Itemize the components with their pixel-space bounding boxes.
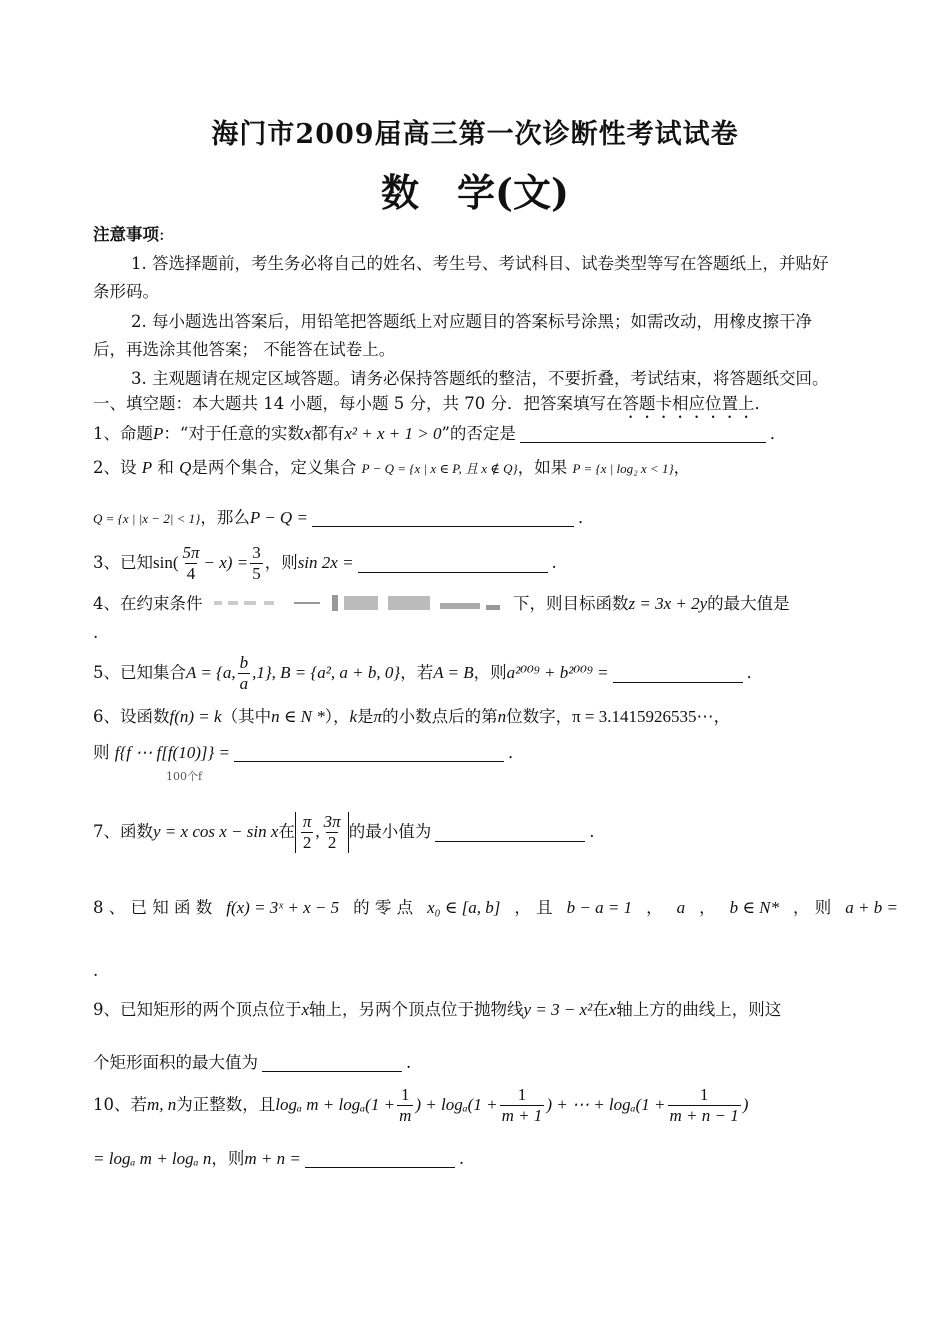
questions-q6-expr: f{f ⋯ f[f(10)]} = (114, 743, 231, 762)
questions-q9-x: x (301, 1000, 310, 1019)
questions-q3-sin: sin( (153, 553, 179, 572)
questions-q10-lhs: logₐ m + logₐ(1 + (275, 1095, 396, 1114)
questions-q8-sum: a + b = (845, 898, 898, 917)
questions-q10-f2n: 1 (517, 1084, 527, 1104)
questions-q3-num2: 3 (252, 542, 261, 562)
questions-q2-end: ． (577, 508, 595, 527)
questions-q4-c: 的最大值是 (707, 594, 790, 613)
questions-q1-p: P (153, 424, 164, 443)
questions-q5-expr: a²⁰⁰⁹ + b²⁰⁰⁹ = (506, 663, 609, 682)
questions-q6-pi: π (373, 707, 383, 726)
questions-q3-expr: sin 2x = (297, 553, 354, 572)
questions-q9-c: 在 (592, 1000, 609, 1019)
questions-q7-n1: π (302, 811, 312, 831)
questions-q1-b: ：“对于任意的实数 (163, 424, 304, 443)
fraction-5pi-4 (181, 543, 202, 584)
questions-q8-f: ， 则 (793, 898, 832, 917)
questions-q7-d1: 2 (302, 832, 312, 852)
questions-q1-end: ． (769, 424, 787, 443)
question-6 (93, 704, 898, 730)
questions-q3-b: ，则 (264, 553, 298, 572)
note-1-cont: 条形码。 (93, 282, 159, 301)
fraction-3-5 (250, 543, 263, 584)
questions-q2-q: Q (179, 458, 192, 477)
hundred-f-label: 100个f (166, 770, 203, 783)
questions-q3-end: . (551, 553, 557, 572)
questions-q5-sets-b: ,1}, B = {a², a + b, 0} (252, 663, 401, 682)
questions-q10-f2d: m + 1 (501, 1105, 543, 1125)
questions-q8-d: ， (646, 898, 663, 917)
notes-heading: 注意事项 (93, 225, 159, 244)
math-fragment (500, 1085, 545, 1126)
questions-q7-d2: 2 (327, 832, 337, 852)
questions-q6-n: n (497, 707, 507, 726)
questions-q3-a: 3、已知 (93, 553, 153, 572)
subject-char-2: 学(文) (457, 170, 569, 215)
question-9 (93, 997, 898, 1023)
questions-q6-pival: π = 3.1415926535⋯， (572, 707, 731, 726)
questions-q9-end: . (406, 1053, 412, 1072)
questions-q2-pset: P = {x | log₂ x < 1} (572, 461, 674, 476)
question-4 (93, 591, 898, 617)
question-2-cont (93, 505, 898, 532)
questions-q7-b: 在 (278, 822, 295, 841)
questions-q6-b: （其中 (221, 707, 272, 726)
questions-q9-x2: x (608, 1000, 617, 1019)
questions-q10-c: ，则 (211, 1149, 245, 1168)
answer-blank-6[interactable] (234, 743, 504, 762)
subject-title (0, 162, 950, 217)
questions-q10-sum: m + n = (244, 1149, 301, 1168)
math-fragment (397, 1085, 413, 1126)
questions-q10-mn: m, n (147, 1095, 177, 1114)
math-fragment (244, 601, 256, 605)
question-7 (93, 804, 898, 860)
section-intro-b: 答题卡相应位置上 (622, 394, 755, 413)
questions-q10-b: 为正整数，且 (176, 1095, 276, 1114)
questions-q1-expr: x² + x + 1 > 0 (344, 424, 442, 443)
answer-blank-5[interactable] (613, 664, 743, 683)
math-fragment (294, 602, 320, 604)
questions-q9-e: 个矩形面积的最大值为 (93, 1053, 258, 1072)
questions-q9-d: 轴上方的曲线上，则这 (616, 1000, 782, 1019)
question-8 (93, 895, 898, 921)
questions-q6-nn: n ∈ N * (271, 707, 325, 726)
fraction-b-a (238, 653, 251, 694)
questions-q7-n2: 3π (323, 811, 341, 831)
questions-q7-c: 的最小值为 (348, 822, 432, 841)
question-5 (93, 650, 898, 696)
questions-q5-a: 5、已知集合 (93, 663, 186, 682)
questions-q2-and: 和 (157, 458, 174, 477)
questions-q3-mid: − x) = (203, 553, 249, 572)
questions-q2-b: 是两个集合，定义集合 (191, 458, 357, 477)
questions-q4-a: 4、在约束条件 (93, 594, 203, 613)
questions-q2-p: P (141, 458, 153, 477)
math-fragment (214, 601, 222, 605)
section-intro (93, 391, 898, 422)
questions-q2-def: P − Q = {x | x ∈ P, 且 x ∉ Q} (361, 461, 518, 476)
questions-q6-k: k (349, 707, 358, 726)
questions-q7-end: . (589, 822, 595, 841)
questions-q3-den1: 4 (186, 563, 196, 583)
question-10 (93, 1080, 898, 1130)
questions-q5-sets-a: A = {a, (186, 663, 236, 682)
questions-q2-a: 2、设 (93, 458, 137, 477)
questions-q7-a: 7、函数 (93, 822, 153, 841)
questions-q5-c: ，则 (473, 663, 507, 682)
questions-q10-rhs: = logₐ m + logₐ n (93, 1149, 212, 1168)
questions-q9-a: 9、已知矩形的两个顶点位于 (93, 1000, 302, 1019)
questions-q3-den2: 5 (252, 563, 261, 583)
questions-q6-e: 的小数点后的第 (382, 707, 498, 726)
questions-q8-x0: x₀ ∈ [a, b] (427, 898, 501, 917)
questions-q5-b: ，若 (400, 663, 434, 682)
questions-q6-end: ． (508, 743, 525, 762)
questions-q8-b: 的 零 点 (353, 898, 414, 917)
math-fragment (301, 812, 314, 853)
questions-q1-x: x (303, 424, 312, 443)
subject-char-1: 数 (381, 170, 420, 215)
answer-blank-1[interactable] (520, 424, 766, 443)
questions-q6-a: 6、设函数 (93, 707, 170, 726)
questions-q5-eq: A = B (433, 663, 474, 682)
questions-q10-f1d: m (399, 1105, 412, 1125)
questions-q6-fn: f(n) = k (169, 707, 222, 726)
section-intro-c: ． (754, 394, 771, 413)
math-fragment (332, 595, 338, 611)
section-intro-a: 一、填空题：本大题共 14 小题，每小题 5 分，共 70 分．把答案填写在 (93, 394, 623, 413)
questions-q10-f1n: 1 (400, 1084, 410, 1104)
question-1 (93, 421, 898, 447)
questions-q8-bb: b ∈ N* (729, 898, 780, 917)
note-2: 2. 每小题选出答案后，用铅笔把答题纸上对应题目的答案标号涂黑；如需改动，用橡皮擦干净 (131, 312, 812, 331)
questions-q9-b: 轴上，另两个顶点位于抛物线 (309, 1000, 524, 1019)
questions-q8-a: 8 、 已 知 函 数 (93, 898, 213, 917)
answer-blank-7[interactable] (435, 823, 585, 842)
answer-blank-3[interactable] (358, 554, 548, 573)
exam-title: 海门市2009届高三第一次诊断性考试试卷 (211, 119, 739, 150)
questions-q8-fn: f(x) = 3ˣ + x − 5 (226, 898, 340, 917)
question-3 (93, 540, 898, 586)
questions-q5-den: a (239, 673, 249, 693)
questions-q7-expr: y = x cos x − sin x (153, 822, 279, 841)
questions-q8-cond: b − a = 1 (566, 898, 633, 917)
questions-q9-curve: y = 3 − x² (523, 1000, 593, 1019)
math-fragment (486, 605, 500, 610)
questions-q6-f: 位数字， (506, 707, 573, 726)
questions-q10-mid1: ) + logₐ(1 + (415, 1095, 498, 1114)
questions-q8-c: ， 且 (514, 898, 553, 917)
questions-q6-c: ）， (324, 707, 350, 726)
questions-q10-f3n: 1 (699, 1084, 709, 1104)
notes-colon: : (159, 225, 165, 244)
question-4-end: . (93, 623, 99, 642)
question-8-end: . (93, 961, 99, 980)
note-2-cont: 后，再选涂其他答案； 不能答在试卷上。 (93, 340, 396, 359)
answer-blank-10[interactable] (305, 1149, 455, 1168)
questions-q1-a: 1、命题 (93, 424, 153, 443)
questions-q8-e: ， (699, 898, 716, 917)
questions-q1-c: 都有 (311, 424, 345, 443)
questions-q6-d: 是 (357, 707, 374, 726)
math-fragment (388, 596, 430, 610)
questions-q4-expr: z = 3x + 2y (628, 594, 708, 613)
math-fragment (322, 812, 343, 853)
note-1: 1. 答选择题前，考生务必将自己的姓名、考生号、考试科目、试卷类型等写在答题纸上，并贴好 (131, 254, 829, 273)
questions-q8-aa: a (676, 898, 686, 917)
constraint-image (208, 593, 508, 613)
question-2 (93, 455, 898, 482)
questions-q2-d: ，那么 (200, 508, 250, 527)
questions-q2-comma: ， (673, 458, 691, 477)
math-fragment (440, 603, 480, 609)
questions-q10-end: . (458, 1149, 465, 1168)
questions-q2-c: ，如果 (517, 458, 568, 477)
question-6-cont (93, 740, 898, 766)
questions-q2-pq: P − Q = (249, 508, 308, 527)
questions-q3-num1: 5π (182, 542, 200, 562)
answer-blank-2[interactable] (312, 508, 574, 527)
questions-q6-then: 则 (93, 743, 110, 762)
questions-q5-end: ． (746, 663, 764, 682)
math-fragment (264, 601, 274, 605)
questions-q4-b: 下，则目标函数 (513, 594, 629, 613)
answer-blank-9[interactable] (262, 1053, 402, 1072)
note-3: 3. 主观题请在规定区域答题。请务必保持答题纸的整洁，不要折叠，考试结束，将答题纸交回。 (131, 369, 829, 388)
interval-bracket: $\frac{\pi}{2}$ , $\frac{3\pi}{2}$ (295, 812, 349, 853)
questions-q10-mid2: ) + ⋯ + logₐ(1 + (546, 1095, 666, 1114)
questions-q10-f3d: m + n − 1 (669, 1105, 739, 1125)
math-fragment (344, 596, 378, 610)
notes-heading (93, 222, 898, 248)
questions-q10-a: 10、若 (93, 1095, 147, 1114)
questions-q2-qset: Q = {x | |x − 2| < 1} (93, 511, 201, 526)
math-fragment (228, 601, 238, 605)
question-9-cont (93, 1050, 898, 1076)
question-10-cont (93, 1146, 898, 1172)
math-fragment (668, 1085, 741, 1126)
questions-q5-num: b (239, 652, 249, 672)
questions-q1-d: ”的否定是 (441, 424, 516, 443)
questions-q10-close: ) (742, 1095, 749, 1114)
